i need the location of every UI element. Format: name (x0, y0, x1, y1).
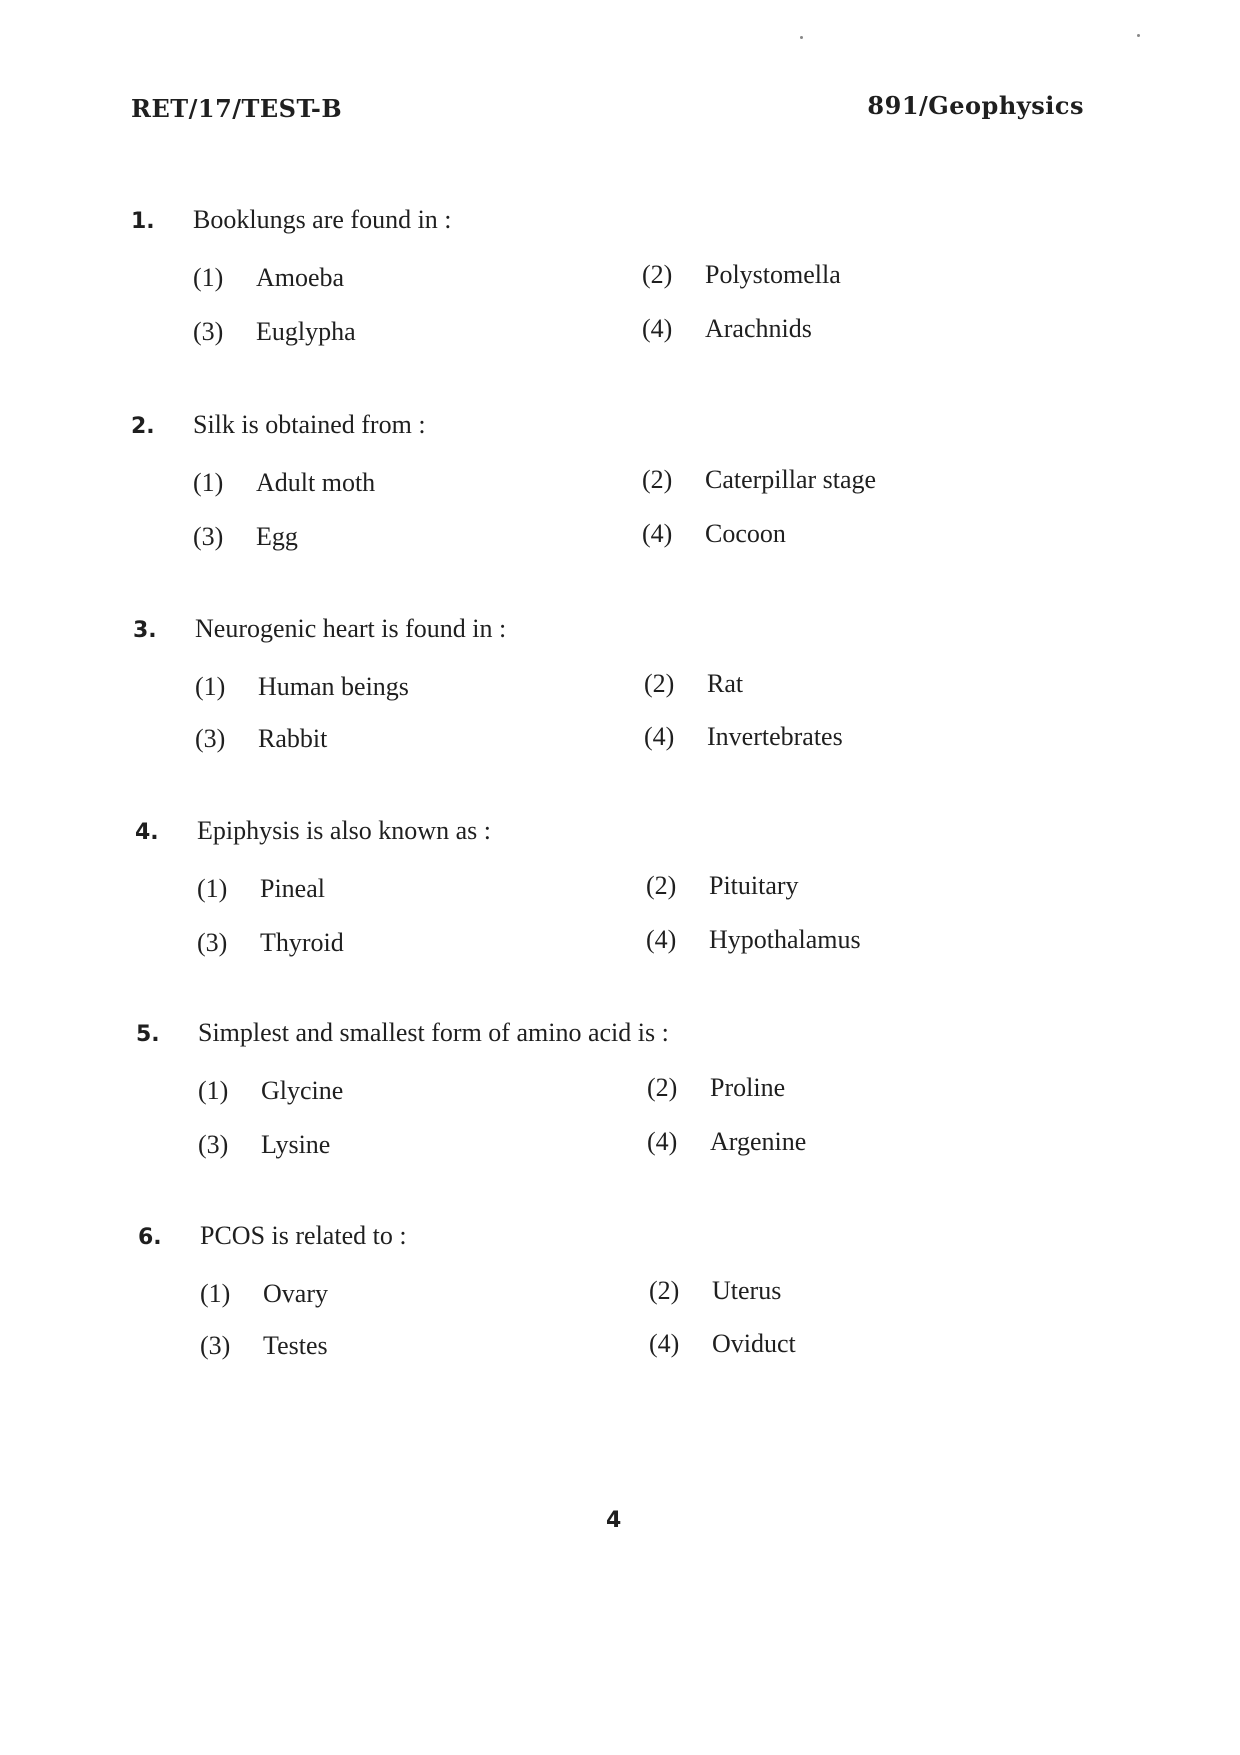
option-label: (1) (193, 468, 224, 497)
option-3 (197, 928, 344, 958)
scan-speck (1137, 34, 1140, 37)
option-2 (649, 1276, 781, 1306)
option-4 (642, 519, 786, 549)
option-4 (649, 1329, 796, 1359)
question-number: 1. (131, 209, 155, 234)
question-number: 4. (135, 820, 159, 845)
option-3 (198, 1130, 330, 1160)
option-label: (4) (646, 925, 677, 954)
option-4 (647, 1127, 806, 1157)
question-number: 2. (131, 414, 155, 439)
option-4 (644, 722, 843, 752)
option-label: (3) (195, 724, 226, 753)
option-text: Glycine (261, 1076, 344, 1105)
option-text: Cocoon (705, 519, 786, 548)
option-label: (2) (642, 465, 673, 494)
option-2 (646, 871, 799, 901)
option-1 (200, 1279, 328, 1309)
option-label: (3) (198, 1130, 229, 1159)
option-1 (193, 263, 344, 293)
option-2 (647, 1073, 785, 1103)
option-label: (2) (646, 871, 677, 900)
option-label: (4) (649, 1329, 680, 1358)
option-1 (197, 874, 325, 904)
option-text: Human beings (258, 672, 409, 701)
question-text: Epiphysis is also known as : (197, 816, 491, 845)
option-1 (198, 1076, 343, 1106)
option-text: Ovary (263, 1279, 328, 1308)
option-text: Oviduct (712, 1329, 796, 1358)
option-text: Uterus (712, 1276, 782, 1305)
option-text: Egg (256, 522, 298, 551)
option-text: Adult moth (256, 468, 376, 497)
option-label: (3) (197, 928, 228, 957)
option-4 (646, 925, 861, 955)
option-text: Rat (707, 669, 744, 698)
option-text: Lysine (261, 1130, 331, 1159)
option-4 (642, 314, 812, 344)
option-2 (642, 465, 876, 495)
option-text: Hypothalamus (709, 925, 861, 954)
option-label: (2) (642, 260, 673, 289)
option-label: (3) (200, 1331, 231, 1360)
question-number: 5. (136, 1022, 160, 1047)
question-text: Silk is obtained from : (193, 410, 426, 439)
option-text: Amoeba (256, 263, 345, 292)
option-label: (1) (195, 672, 226, 701)
option-label: (4) (642, 519, 673, 548)
option-text: Pineal (260, 874, 325, 903)
option-label: (1) (200, 1279, 231, 1308)
option-3 (200, 1331, 328, 1361)
option-text: Rabbit (258, 724, 328, 753)
option-text: Pituitary (709, 871, 799, 900)
option-text: Invertebrates (707, 722, 843, 751)
option-label: (3) (193, 522, 224, 551)
option-label: (3) (193, 317, 224, 346)
option-text: Caterpillar stage (705, 465, 877, 494)
option-label: (1) (198, 1076, 229, 1105)
question-number: 3. (133, 618, 157, 643)
option-label: (1) (193, 263, 224, 292)
scan-speck (800, 36, 803, 39)
question-number: 6. (138, 1225, 162, 1250)
option-1 (195, 672, 409, 702)
exam-code: RET/17/TEST-B (131, 94, 343, 123)
option-label: (2) (649, 1276, 680, 1305)
option-label: (1) (197, 874, 228, 903)
option-label: (4) (644, 722, 675, 751)
option-text: Argenine (710, 1127, 807, 1156)
option-3 (193, 317, 356, 347)
question-text: Simplest and smallest form of amino acid is : (198, 1018, 669, 1047)
option-text: Thyroid (260, 928, 344, 957)
option-3 (193, 522, 298, 552)
option-text: Testes (263, 1331, 328, 1360)
question-text: Neurogenic heart is found in : (195, 614, 507, 643)
question-text: Booklungs are found in : (193, 205, 452, 234)
option-label: (2) (647, 1073, 678, 1102)
option-3 (195, 724, 327, 754)
option-label: (4) (642, 314, 673, 343)
option-1 (193, 468, 375, 498)
option-2 (642, 260, 841, 290)
page-number: 4 (606, 1508, 622, 1533)
option-2 (644, 669, 743, 699)
option-text: Proline (710, 1073, 786, 1102)
option-label: (2) (644, 669, 675, 698)
option-text: Arachnids (705, 314, 812, 343)
option-text: Polystomella (705, 260, 841, 289)
subject-code: 891/Geophysics (867, 91, 1084, 120)
option-text: Euglypha (256, 317, 356, 346)
question-text: PCOS is related to : (200, 1221, 407, 1250)
option-label: (4) (647, 1127, 678, 1156)
